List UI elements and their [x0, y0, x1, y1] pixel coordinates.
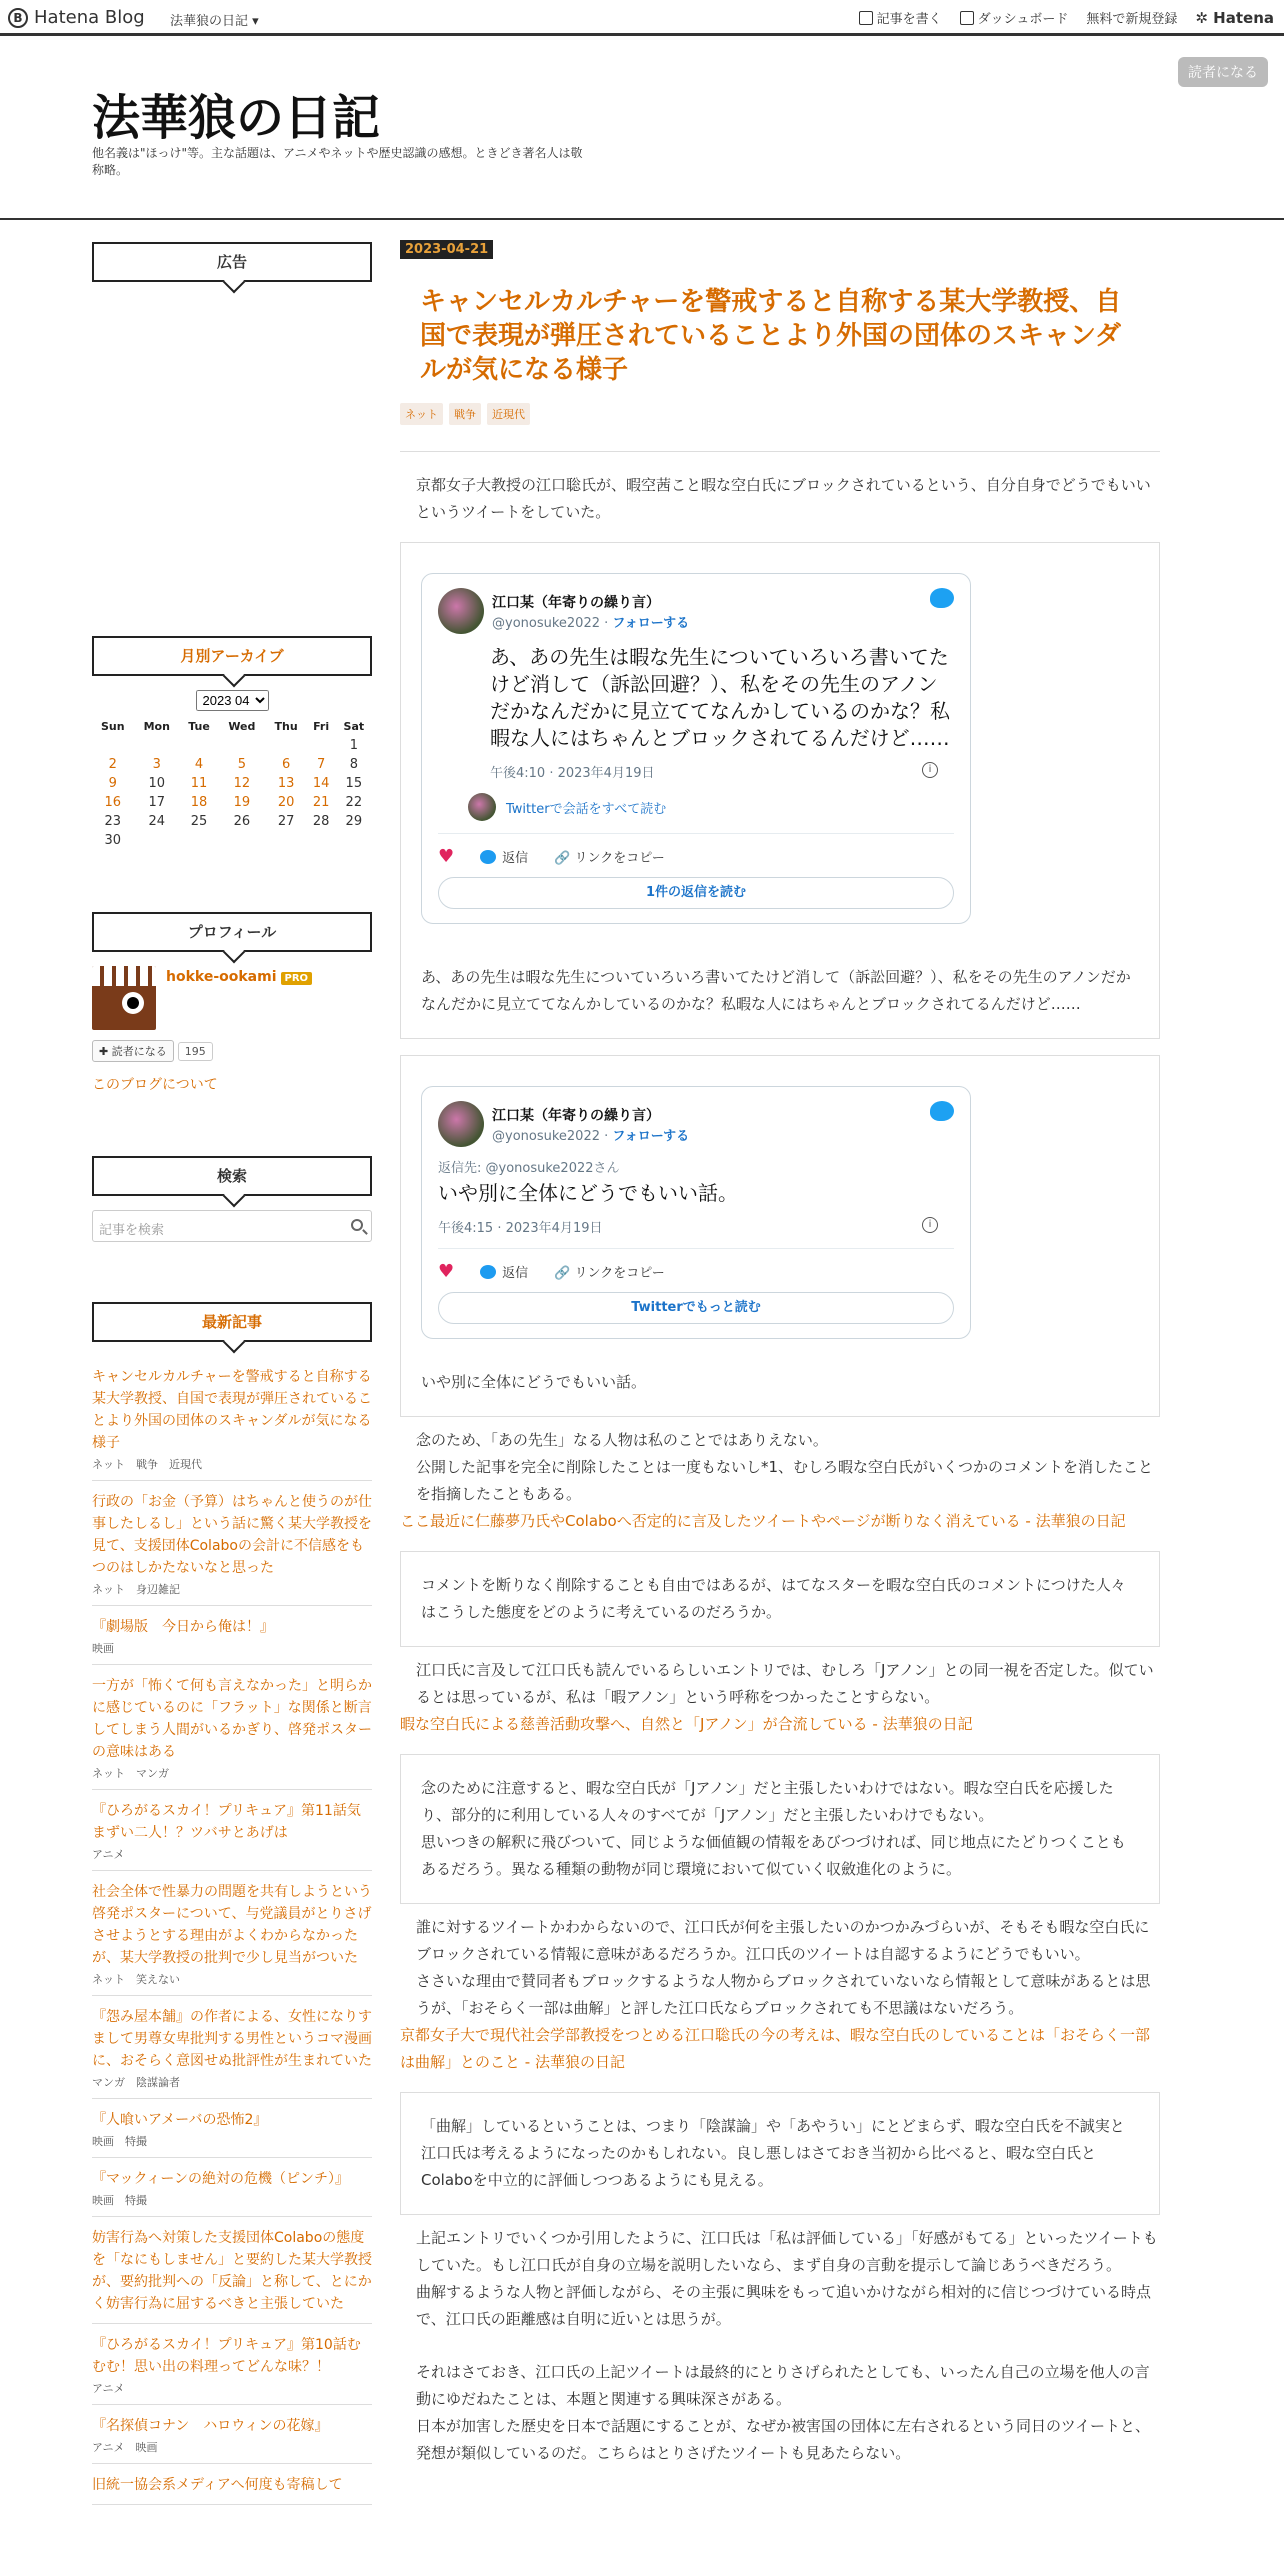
hatena-label: Hatena — [1213, 8, 1274, 27]
entry-categories — [400, 403, 1160, 425]
read-conversation-link[interactable]: Twitterで会話をすべて読む — [506, 801, 667, 817]
recent-entry-categories[interactable]: ネット マンガ — [92, 1767, 169, 1780]
entry-paragraph: 公開した記事を完全に削除したことは一度もないし*1、むしろ暇な空白氏がいくつかのコメントを消したことを指摘したこともある。 — [416, 1458, 1154, 1503]
about-blog-link[interactable]: このブログについて — [92, 1077, 218, 1093]
like-heart-icon[interactable]: ♥ — [438, 846, 455, 867]
dashboard-label: ダッシュボード — [977, 12, 1069, 27]
entry-paragraph: 江口氏に言及して江口氏も読んでいるらしいエントリでは、むしろ「Jアノン」との同一視を否定した。似ているとは思っているが、私は「暇アノン」という呼称をつかったことすらない。 — [416, 1661, 1154, 1706]
calendar-day[interactable]: 18 — [190, 795, 208, 810]
calendar-day[interactable]: 5 — [237, 757, 246, 772]
blog-menu[interactable]: 法華狼の日記 ▾ — [170, 14, 259, 29]
tweet-copy-link-button[interactable] — [554, 1262, 665, 1281]
calendar-day: 29 — [345, 814, 363, 829]
tweet-time-row — [438, 762, 954, 781]
entry-paragraph: 念のため、「あの先生」なる人物は私のことではありえない。 — [416, 1431, 828, 1449]
tweet-handle: @yonosuke2022 · — [492, 1128, 613, 1144]
entry-paragraph: 上記エントリでいくつか引用したように、江口氏は「私は評価している」「好感がもてる」といったツイートもしていた。もし江口氏が自身の立場を説明したいなら、まず自身の言動を提示して論じあうべきだろう。 — [416, 2229, 1158, 2274]
tweet-quote-text-2: いや別に全体にどうでもいい話。 — [421, 1373, 647, 1391]
entry-blockquote: 「曲解」しているということは、つまり「陰謀論」や「あやうい」にとどまらず、暇な空白氏を不誠実と江口氏は考えるようになったのかもしれない。良し悪しはさておき当初から比べると、暇な空白氏とColaboを中立的に評価しつつあるようにも見える。 — [421, 2117, 1125, 2189]
link-icon: 🔗 — [554, 851, 571, 866]
recent-entry-categories[interactable]: マンガ 陰謀論者 — [92, 2076, 180, 2089]
recent-entry — [92, 1996, 372, 2099]
calendar-day: 1 — [349, 738, 358, 753]
blog-description: 他名義は"ほっけ"等。主な話題は、アニメやネットや歴史認識の感想。ときどき著名人は敬称略。 — [92, 146, 583, 177]
entry-paragraph: 日本が加害した歴史を日本で話題にすることが、なぜか被害国の団体に左右されるという同日のツイートと、発想が類似しているのだ。こちらはとりさげたツイートも見あたらない。 — [416, 2417, 1150, 2462]
avatar-teeth — [92, 966, 156, 986]
tweet-reply-to: 返信先: @yonosuke2022さん — [438, 1161, 620, 1176]
recent-entry-categories[interactable]: 映画 特撮 — [92, 2194, 147, 2207]
ad-space — [92, 296, 372, 636]
blog-title[interactable]: 法華狼の日記 — [92, 90, 381, 146]
recent-entry-categories[interactable]: アニメ 映画 — [92, 2441, 158, 2454]
tweet-copy-link-label: リンクをコピー — [574, 851, 665, 866]
hatena-topbar — [0, 0, 1284, 36]
search-widget-title: 検索 — [92, 1156, 372, 1196]
archive-calendar — [92, 717, 372, 850]
tweet-reply-label: 返信 — [502, 1266, 529, 1281]
entry-paragraph: ささいな理由で賛同者もブロックするような人物からブロックされていないなら情報として意味があるとは思うが、「おそらく一部は曲解」と評した江口氏ならブロックされても不思議はないだろう。 — [416, 1972, 1151, 2017]
tweet-embed-1 — [400, 542, 1160, 1039]
link-icon: 🔗 — [554, 1266, 571, 1281]
tweet-text: あ、あの先生は暇な先生についていろいろ書いてたけど消して（訴訟回避？）、私をその先生のアノンだかなんだかに見立ててなんかしているのかな？私暇な人にはちゃんとブロックされてるんだけど…… — [490, 645, 950, 750]
reply-bubble-icon — [480, 1265, 496, 1279]
calendar-day[interactable]: 11 — [190, 776, 208, 791]
recent-entry — [92, 2324, 372, 2405]
recent-entry — [92, 2217, 372, 2324]
write-entry-link[interactable] — [859, 8, 942, 27]
hatena-logo-icon: B — [8, 8, 28, 28]
entry-category-tag[interactable]: 戦争 — [449, 403, 481, 425]
calendar-day — [134, 831, 180, 850]
recent-entry — [92, 2405, 372, 2464]
tweet-follow-link[interactable]: フォローする — [612, 615, 690, 631]
tweet-reply-label: 返信 — [502, 851, 529, 866]
archive-month-select[interactable] — [196, 690, 269, 711]
calendar-day[interactable]: 3 — [152, 757, 161, 772]
tweet-time-row — [438, 1217, 954, 1236]
entry-category-tag[interactable]: ネット — [400, 403, 443, 425]
entry-paragraph: 曲解するような人物と評価しながら、その主張に興味をもって追いかけながら相対的に信じつづけている時点で、江口氏の距離感は自明に近いとは思うが。 — [416, 2283, 1152, 2328]
recent-entry-title[interactable]: 一方が「怖くて何も言えなかった」と明らかに感じているのに「フラット」な関係と断言してしまう人間がいるかぎり、啓発ポスターの意味はある — [92, 1678, 372, 1760]
entry-date[interactable]: 2023-04-21 — [400, 240, 493, 259]
recent-entry-categories[interactable]: ネット 笑えない — [92, 1973, 180, 1986]
calendar-weekday: Thu — [274, 720, 298, 733]
calendar-weekday: Sun — [100, 720, 125, 733]
main-entry — [400, 238, 1160, 2467]
dashboard-link[interactable] — [960, 8, 1069, 27]
entry-blockquote: 念のために注意すると、暇な空白氏が「Jアノン」だと主張したいわけではない。暇な空白氏を応援したり、部分的に利用している人々のすべてが「Jアノン」だと主張したいわけでもない。 思いつきの解釈に飛びついて、同じような価値観の情報をあびつづければ、同じ地点にたどりつくこともあるだろう。異なる種類の動物が同じ環境において似ていく収斂進化のように。 — [421, 1779, 1126, 1878]
sidebar — [92, 242, 372, 2505]
calendar-day — [266, 831, 307, 850]
calendar-day — [218, 831, 266, 850]
entry-paragraph: 誰に対するツイートかわからないので、江口氏が何を主張したいのかつかみづらいが、そもそも暇な空白氏にブロックされている情報に意味があるだろうか。江口氏のツイートは自認するようにどうでもいい。 — [416, 1918, 1150, 1963]
archive-widget-title: 月別アーカイブ — [92, 636, 372, 676]
recent-entry-categories[interactable]: アニメ — [92, 1848, 125, 1861]
recent-entry-title[interactable]: キャンセルカルチャーを警戒すると自称する某大学教授、自国で表現が弾圧されていることより外国の団体のスキャンダルが気になる様子 — [92, 1369, 372, 1451]
info-icon[interactable]: i — [922, 1217, 938, 1233]
calendar-day[interactable]: 20 — [277, 795, 295, 810]
calendar-day: 30 — [104, 833, 122, 848]
tweet-quote-text-1: あ、あの先生は暇な先生についていろいろ書いてたけど消して（訴訟回避？）、私をその先生のアノンだかなんだかに見立ててなんかしているのかな？私暇な人にはちゃんとブロックされてるんだけど…… — [421, 968, 1131, 1013]
avatar-eye — [122, 992, 144, 1014]
calendar-day — [307, 831, 336, 850]
recent-entry — [92, 1790, 372, 1871]
recent-entry-title[interactable]: 旧統一協会系メディアへ何度も寄稿して — [92, 2477, 343, 2493]
recent-entry — [92, 1356, 372, 1481]
calendar-day[interactable]: 12 — [233, 776, 251, 791]
entry-category-tag[interactable]: 近現代 — [487, 403, 530, 425]
tweet-author-name[interactable]: 江口某（年寄りの繰り言） — [492, 1107, 660, 1124]
recent-entry-categories[interactable]: ネット 身辺雑記 — [92, 1583, 180, 1596]
entry-paragraph: それはさておき、江口氏の上記ツイートは最終的にとりさげられたとしても、いったん自己の立場を他人の言動にゆだねたことは、本題と関連する興味深さがある。 — [416, 2363, 1150, 2408]
calendar-day[interactable]: 19 — [233, 795, 251, 810]
blog-header — [0, 39, 1284, 220]
entry-blockquote: コメントを断りなく削除することも自由ではあるが、はてなスターを暇な空白氏のコメントにつけた人々はこうした態度をどのように考えているのだろうか。 — [421, 1576, 1126, 1621]
recent-entry-categories[interactable]: アニメ — [92, 2382, 125, 2395]
tweet-handle: @yonosuke2022 · — [492, 615, 613, 631]
calendar-day[interactable]: 21 — [312, 795, 330, 810]
entry-link[interactable]: ここ最近に仁藤夢乃氏やColaboへ否定的に言及したツイートやページが断りなく消えている - 法華狼の日記 — [400, 1512, 1126, 1530]
reply-bubble-icon — [480, 850, 496, 864]
hatena-blog-logo[interactable] — [8, 7, 145, 28]
recent-entry-title[interactable]: 『マックィーンの絶対の危機（ピンチ）』 — [92, 2171, 350, 2187]
recent-entry-categories[interactable]: 映画 特撮 — [92, 2135, 147, 2148]
recent-entry-title[interactable]: 『人喰いアメーバの恐怖2』 — [92, 2112, 268, 2128]
subscribe-button[interactable]: 読者になる — [1178, 57, 1268, 87]
calendar-day[interactable]: 16 — [104, 795, 122, 810]
calendar-day: 22 — [345, 795, 363, 810]
recent-entry — [92, 1481, 372, 1606]
recent-entry-categories[interactable]: 映画 — [92, 1642, 114, 1655]
calendar-day[interactable]: 2 — [108, 757, 117, 772]
calendar-day — [266, 736, 307, 755]
calendar-day[interactable]: 13 — [277, 776, 295, 791]
calendar-day[interactable]: 4 — [194, 757, 204, 772]
tweet-reply-button[interactable] — [480, 847, 528, 866]
tweet-card-1[interactable] — [421, 573, 971, 924]
tweet-author-name[interactable]: 江口某（年寄りの繰り言） — [492, 594, 660, 611]
calendar-day: 17 — [148, 795, 166, 810]
entry-link[interactable]: 京都女子大で現代社会学部教授をつとめる江口聡氏の今の考えは、暇な空白氏のしていることは「おそらく一部は曲解」とのこと - 法華狼の日記 — [400, 2026, 1151, 2071]
calendar-day[interactable]: 7 — [316, 757, 326, 772]
thread-avatar — [468, 793, 496, 821]
calendar-day: 24 — [148, 814, 166, 829]
recent-entry — [92, 1665, 372, 1790]
recent-entry-categories[interactable]: ネット 戦争 近現代 — [92, 1458, 202, 1471]
calendar-day: 10 — [148, 776, 166, 791]
ad-widget-title: 広告 — [92, 242, 372, 282]
calendar-day: 25 — [190, 814, 208, 829]
twitter-bird-icon[interactable] — [930, 588, 954, 608]
like-heart-icon[interactable]: ♥ — [438, 1261, 455, 1282]
tweet-copy-link-button[interactable] — [554, 847, 665, 866]
register-link[interactable]: 無料で新規登録 — [1086, 12, 1178, 27]
calendar-day: 27 — [277, 814, 295, 829]
entry-intro: 京都女子大教授の江口聡氏が、暇空茜こと暇な空白氏にブロックされているという、自分自身でどうでもいいというツイートをしていた。 — [416, 476, 1151, 521]
recent-entry — [92, 1606, 372, 1665]
tweet-time[interactable]: 午後4:15 · 2023年4月19日 — [438, 1221, 603, 1236]
calendar-day[interactable]: 6 — [281, 757, 291, 772]
calendar-day — [180, 736, 218, 755]
profile-subscribe-label: 読者になる — [111, 1045, 167, 1058]
recent-widget-title: 最新記事 — [92, 1302, 372, 1342]
calendar-day: 26 — [233, 814, 251, 829]
recent-entry — [92, 2158, 372, 2217]
tweet-avatar[interactable] — [438, 1101, 484, 1147]
profile-name[interactable]: hokke-ookami — [166, 969, 277, 985]
recent-entry-title[interactable]: 妨害行為へ対策した支援団体Colaboの態度を「なにもしません」と要約した某大学教授が、要約批判への「反論」と称して、とにかく妨害行為に屈するべきと主張していた — [92, 2230, 372, 2312]
recent-entry — [92, 2464, 372, 2505]
calendar-day — [218, 736, 266, 755]
calendar-day: 23 — [104, 814, 122, 829]
entry-title[interactable]: キャンセルカルチャーを警戒すると自称する某大学教授、自国で表現が弾圧されていることより外国の団体のスキャンダルが気になる様子 — [420, 287, 1122, 385]
calendar-day: 15 — [345, 776, 363, 791]
tweet-card-2[interactable] — [421, 1086, 971, 1339]
tweet-avatar[interactable] — [438, 588, 484, 634]
recent-entry-title[interactable]: 『名探偵コナン ハロウィンの花嫁』 — [92, 2418, 329, 2434]
recent-entry-title[interactable]: 『ひろがるスカイ！プリキュア』第10話むむむ！思い出の料理ってどんな味？！ — [92, 2337, 361, 2375]
calendar-day: 28 — [312, 814, 330, 829]
entry-link[interactable]: 暇な空白氏による慈善活動攻撃へ、自然と「Jアノン」が合流している - 法華狼の日記 — [400, 1715, 973, 1733]
search-icon[interactable] — [351, 1219, 363, 1231]
twitter-bird-icon[interactable] — [930, 1101, 954, 1121]
calendar-day[interactable]: 9 — [108, 776, 117, 791]
pro-badge: PRO — [281, 972, 313, 985]
dashboard-icon — [960, 11, 974, 25]
calendar-day — [180, 831, 218, 850]
tweet-time[interactable]: 午後4:10 · 2023年4月19日 — [490, 766, 655, 781]
tweet-text: いや別に全体にどうでもいい話。 — [438, 1181, 738, 1205]
recent-entry-title[interactable]: 『劇場版 今日から俺は！』 — [92, 1619, 274, 1635]
recent-entries-list — [92, 1356, 372, 2505]
calendar-day — [92, 736, 134, 755]
recent-entry — [92, 1871, 372, 1996]
hatena-link[interactable]: ✲ Hatena — [1195, 8, 1274, 27]
profile-widget-title: プロフィール — [92, 912, 372, 952]
subscriber-count: 195 — [178, 1042, 213, 1061]
search-input[interactable] — [92, 1210, 372, 1242]
search-placeholder: 記事を検索 — [99, 1223, 165, 1238]
recent-entry-title[interactable]: 『ひろがるスカイ！プリキュア』第11話気まずい二人！？ツバサとあげは — [92, 1803, 361, 1841]
recent-entry — [92, 2099, 372, 2158]
calendar-weekday: Wed — [228, 720, 256, 733]
tweet-embed-2 — [400, 1055, 1160, 1417]
calendar-day: 8 — [349, 757, 358, 772]
tweet-reply-button[interactable] — [480, 1262, 528, 1281]
pen-icon — [859, 11, 873, 25]
write-entry-label: 記事を書く — [876, 12, 942, 27]
calendar-weekday: Mon — [143, 720, 170, 733]
calendar-day — [307, 736, 336, 755]
tweet-copy-link-label: リンクをコピー — [574, 1266, 665, 1281]
profile-subscribe-button[interactable]: ✚ 読者になる — [92, 1040, 174, 1062]
calendar-day — [336, 831, 372, 850]
tweet-follow-link[interactable]: フォローする — [612, 1128, 690, 1144]
calendar-weekday: Sat — [343, 720, 365, 733]
read-more-button[interactable]: Twitterでもっと読む — [438, 1292, 954, 1324]
hatena-blog-logo-text: Hatena Blog — [34, 7, 145, 28]
recent-entry-title[interactable]: 『怨み屋本舗』の作者による、女性になりすまして男尊女卑批判する男性というコマ漫画に、おそらく意図せぬ批評性が生まれていた — [92, 2009, 372, 2069]
recent-entry-title[interactable]: 行政の「お金（予算）はちゃんと使うのが仕事したしるし」という話に驚く某大学教授を見て、支援団体Colaboの会計に不信感をもつのはしかたないなと思った — [92, 1494, 372, 1576]
calendar-day — [134, 736, 180, 755]
read-replies-button[interactable]: 1件の返信を読む — [438, 877, 954, 909]
calendar-day[interactable]: 14 — [312, 776, 330, 791]
calendar-weekday: Tue — [188, 720, 210, 733]
info-icon[interactable]: i — [922, 762, 938, 778]
calendar-weekday: Fri — [313, 720, 330, 733]
profile-avatar[interactable] — [92, 966, 156, 1030]
recent-entry-title[interactable]: 社会全体で性暴力の問題を共有しようという啓発ポスターについて、与党議員がとりさげさせようとする理由がよくわからなかったが、某大学教授の批判で少し見当がついた — [92, 1884, 372, 1966]
